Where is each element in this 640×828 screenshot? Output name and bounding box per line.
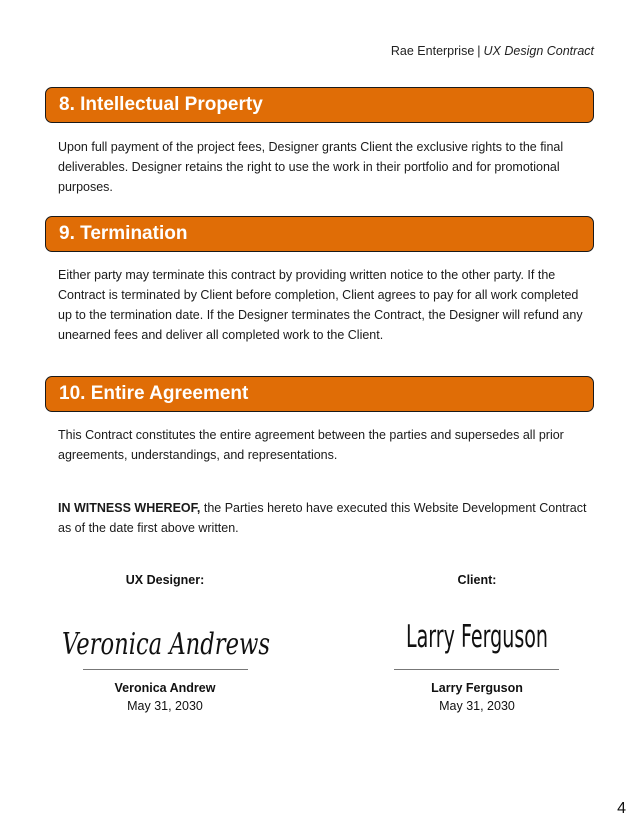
- designer-signature: [58, 618, 274, 666]
- client-name: Larry Ferguson: [431, 681, 523, 695]
- designer-label: UX Designer:: [125, 573, 205, 587]
- section-heading-entire-agreement: 10. Entire Agreement: [45, 376, 594, 412]
- witness-statement: [58, 498, 588, 538]
- witness-lead: IN WITNESS WHEREOF,: [58, 501, 201, 515]
- document-title: UX Design Contract: [483, 44, 594, 58]
- page-number: 4: [617, 800, 626, 817]
- section-body-termination: Either party may terminate this contract by providing written notice to the other party. If the Contract is terminated by Client before completion, Client agrees to pay for all work completed up to the termination date. If the Designer terminates the Contract, the Designer will refund any unearned fees and deliver all completed work to the Client.: [58, 268, 583, 342]
- designer-signature-line: [83, 669, 248, 670]
- header-separator: |: [477, 44, 481, 58]
- client-signature-line: [394, 669, 559, 670]
- company-name: Rae Enterprise: [390, 44, 475, 58]
- client-signature: [402, 606, 552, 658]
- client-date: May 31, 2030: [439, 699, 515, 713]
- section-heading-intellectual-property: 8. Intellectual Property: [45, 87, 594, 123]
- section-heading-termination: 9. Termination: [45, 216, 594, 252]
- client-signature-text: Larry Ferguson: [406, 619, 548, 656]
- section-body-entire-agreement: This Contract constitutes the entire agreement between the parties and supersedes all prior agreements, understandings, and representations.: [58, 428, 564, 462]
- page-header: [391, 44, 594, 58]
- designer-signature-text: Veronica Andrews: [62, 627, 270, 662]
- client-label: Client:: [457, 573, 497, 587]
- designer-name: Veronica Andrew: [114, 681, 216, 695]
- designer-date: May 31, 2030: [127, 699, 203, 713]
- witness-text: the Parties hereto have executed this Website Development Contract as of the date first above written.: [58, 501, 587, 535]
- section-body-intellectual-property: Upon full payment of the project fees, Designer grants Client the exclusive rights to the final deliverables. Designer retains the right to use the work in their portfolio and for promotional purposes.: [58, 140, 564, 194]
